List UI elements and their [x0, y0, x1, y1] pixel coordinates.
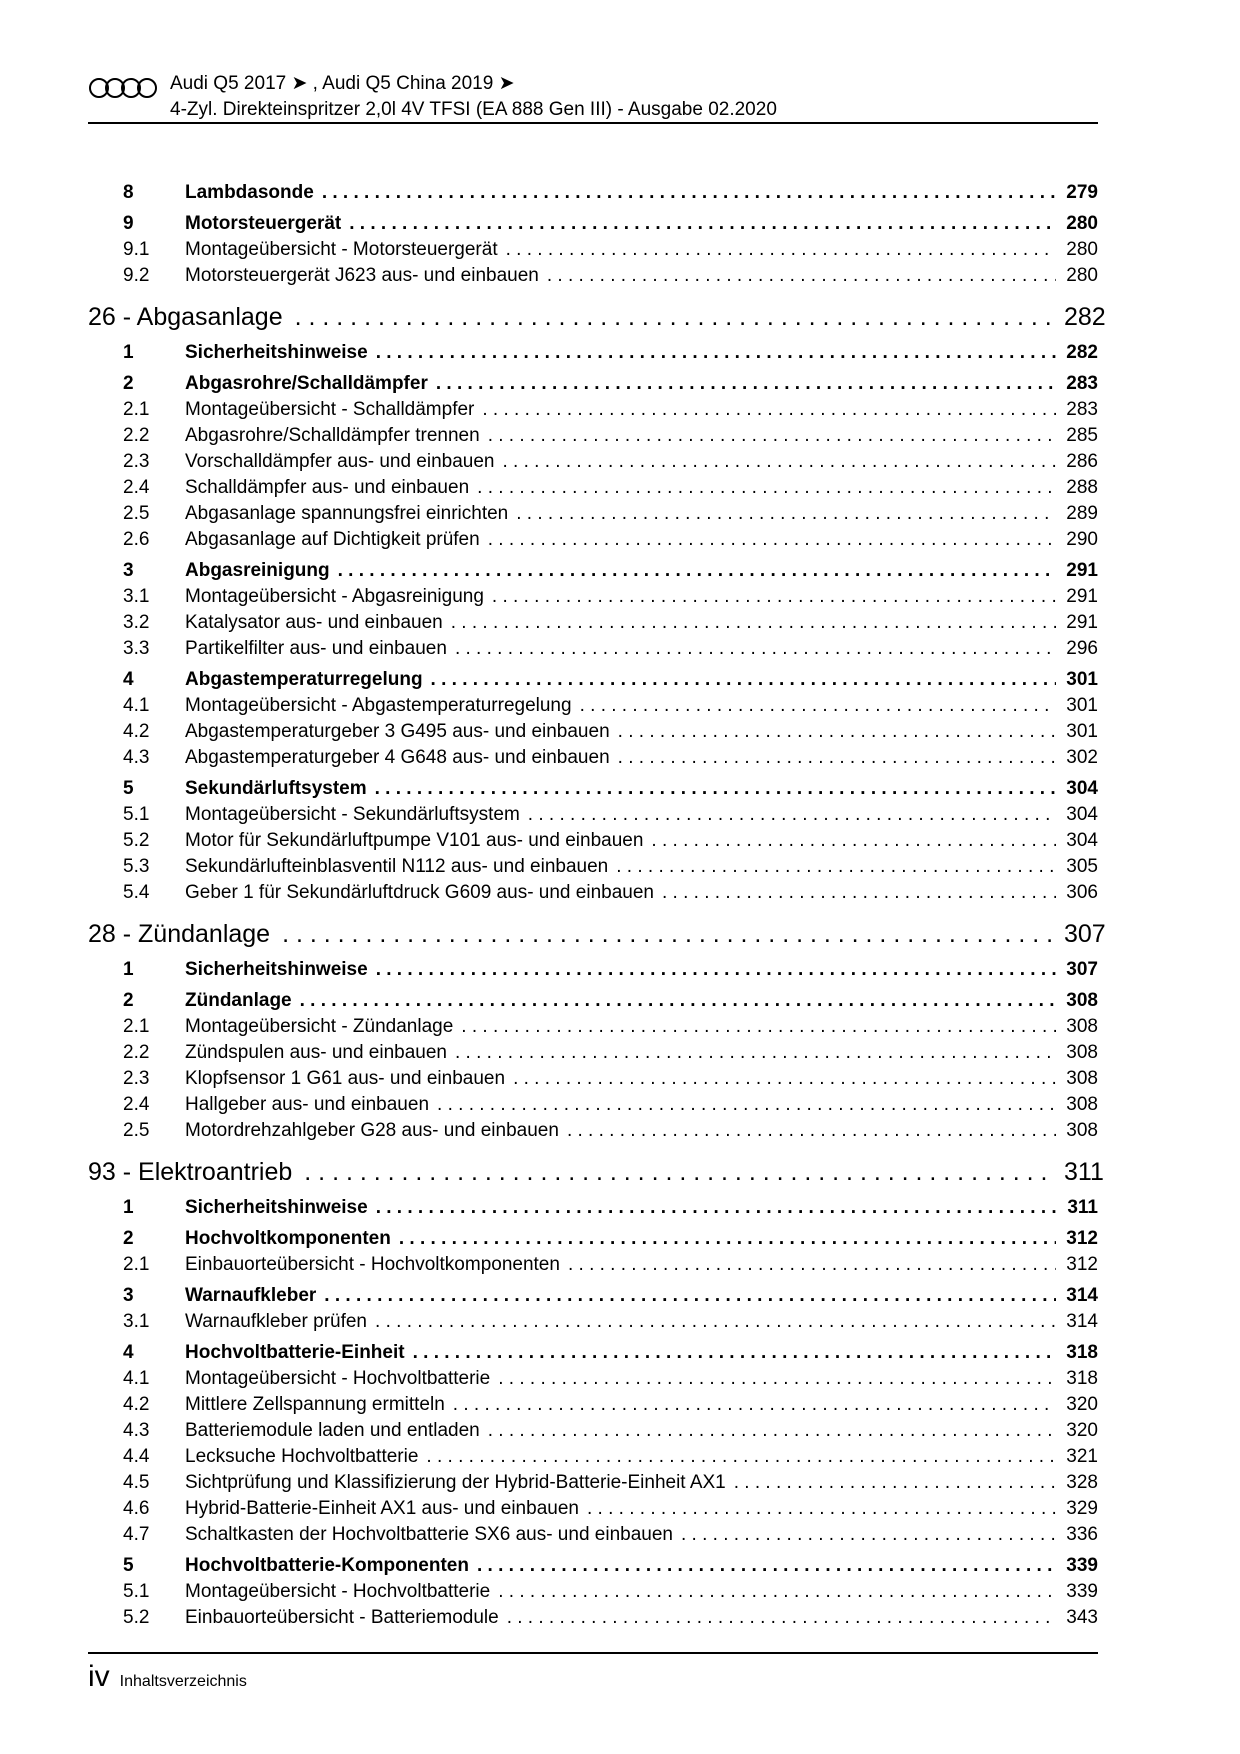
toc-entry-page: 301	[1066, 669, 1098, 690]
dot-leader	[477, 477, 1056, 499]
toc-entry-title: Montageübersicht - Hochvoltbatterie	[185, 1581, 491, 1602]
toc-entry-number: 2.3	[123, 1068, 150, 1089]
toc-entry-number: 2	[123, 1228, 134, 1249]
toc-entry-page: 339	[1066, 1581, 1098, 1602]
toc-entry-title: Zündanlage	[185, 990, 292, 1011]
toc-section[interactable]	[88, 959, 1098, 985]
dot-leader	[304, 1158, 1056, 1187]
page-footer	[88, 1660, 247, 1694]
toc-entry-number: 3	[123, 1285, 134, 1306]
toc-entry-title: Lambdasonde	[185, 182, 314, 203]
toc-entry-number: 4.3	[123, 1420, 150, 1441]
toc-entry-title: Katalysator aus- und einbauen	[185, 612, 443, 633]
toc-entry-title: Vorschalldämpfer aus- und einbauen	[185, 451, 495, 472]
toc-entry-number: 4.6	[123, 1498, 150, 1519]
footer-section-label: Inhaltsverzeichnis	[119, 1673, 247, 1690]
toc-entry-number: 4.4	[123, 1446, 150, 1467]
toc-entry-page: 343	[1066, 1607, 1098, 1628]
toc-entry-number: 2.1	[123, 1254, 150, 1275]
toc-subsection[interactable]	[88, 1120, 1098, 1146]
toc-entry-page: 301	[1066, 721, 1098, 742]
toc-entry-page: 288	[1066, 477, 1098, 498]
toc-entry-page: 311	[1064, 1158, 1104, 1186]
dot-leader	[502, 451, 1056, 473]
header-engine-line: 4-Zyl. Direkteinspritzer 2,0l 4V TFSI (EA 888 Gen III) - Ausgabe 02.2020	[170, 99, 777, 120]
dot-leader	[300, 990, 1056, 1012]
toc-entry-page: 312	[1066, 1254, 1098, 1275]
toc-entry-title: Mittlere Zellspannung ermitteln	[185, 1394, 445, 1415]
footer-divider	[88, 1652, 1098, 1654]
toc-subsection[interactable]	[88, 612, 1098, 638]
dot-leader	[681, 1524, 1056, 1546]
toc-entry-title: Abgasanlage spannungsfrei einrichten	[185, 503, 509, 524]
toc-entry-page: 285	[1066, 425, 1098, 446]
toc-entry-title: Sekundärluftsystem	[185, 778, 367, 799]
toc-entry-page: 308	[1066, 1094, 1098, 1115]
dot-leader	[324, 1285, 1056, 1307]
dot-leader	[492, 586, 1056, 608]
toc-entry-page: 305	[1066, 856, 1098, 877]
toc-entry-title: Einbauorteübersicht - Hochvoltkomponenten	[185, 1254, 560, 1275]
toc-subsection[interactable]	[88, 638, 1098, 664]
toc-entry-title: Montageübersicht - Zündanlage	[185, 1016, 454, 1037]
toc-entry-title: Einbauorteübersicht - Batteriemodule	[185, 1607, 499, 1628]
toc-entry-title: Geber 1 für Sekundärluftdruck G609 aus- und einbauen	[185, 882, 654, 903]
toc-entry-title: Schalldämpfer aus- und einbauen	[185, 477, 470, 498]
toc-entry-page: 308	[1066, 1042, 1098, 1063]
toc-section[interactable]	[88, 342, 1098, 368]
toc-entry-number: 3.1	[123, 1311, 150, 1332]
toc-subsection[interactable]	[88, 747, 1098, 773]
dot-leader	[513, 1068, 1056, 1090]
toc-entry-page: 280	[1066, 265, 1098, 286]
toc-subsection[interactable]	[88, 1420, 1098, 1446]
toc-entry-page: 329	[1066, 1498, 1098, 1519]
toc-entry-title: Motordrehzahlgeber G28 aus- und einbauen	[185, 1120, 559, 1141]
toc-entry-title: Klopfsensor 1 G61 aus- und einbauen	[185, 1068, 506, 1089]
toc-entry-title: 28 - Zündanlage	[88, 920, 271, 948]
toc-entry-title: Zündspulen aus- und einbauen	[185, 1042, 447, 1063]
toc-entry-title: Sicherheitshinweise	[185, 959, 368, 980]
toc-section[interactable]	[88, 669, 1098, 695]
toc-subsection[interactable]	[88, 1311, 1098, 1337]
toc-section[interactable]	[88, 1228, 1098, 1254]
toc-subsection[interactable]	[88, 1446, 1098, 1472]
toc-entry-number: 1	[123, 959, 134, 980]
toc-subsection[interactable]	[88, 695, 1098, 721]
dot-leader	[506, 239, 1056, 261]
toc-entry-number: 1	[123, 342, 134, 363]
toc-entry-title: Abgastemperaturgeber 3 G495 aus- und einbauen	[185, 721, 610, 742]
toc-entry-number: 2.2	[123, 1042, 150, 1063]
toc-entry-page: 279	[1066, 182, 1098, 203]
toc-entry-page: 318	[1066, 1368, 1098, 1389]
toc-chapter[interactable]	[88, 1158, 1104, 1192]
toc-entry-page: 320	[1066, 1420, 1098, 1441]
toc-entry-number: 2.6	[123, 529, 150, 550]
toc-subsection[interactable]	[88, 1094, 1098, 1120]
toc-entry-page: 291	[1066, 612, 1098, 633]
toc-entry-number: 2.2	[123, 425, 150, 446]
toc-entry-page: 311	[1067, 1197, 1098, 1218]
toc-entry-title: Sichtprüfung und Klassifizierung der Hybrid-Batterie-Einheit AX1	[185, 1472, 726, 1493]
toc-entry-page: 312	[1066, 1228, 1098, 1249]
toc-chapter[interactable]	[88, 303, 1106, 337]
dot-leader	[349, 213, 1056, 235]
audi-rings-logo	[88, 76, 158, 100]
dot-leader	[295, 303, 1056, 332]
toc-entry-page: 302	[1066, 747, 1098, 768]
toc-entry-title: Motor für Sekundärluftpumpe V101 aus- und einbauen	[185, 830, 644, 851]
toc-section[interactable]	[88, 213, 1098, 239]
toc-entry-title: Montageübersicht - Motorsteuergerät	[185, 239, 498, 260]
dot-leader	[618, 721, 1056, 743]
toc-entry-number: 4.2	[123, 1394, 150, 1415]
toc-entry-page: 314	[1066, 1311, 1098, 1332]
toc-entry-page: 296	[1066, 638, 1098, 659]
toc-entry-page: 307	[1064, 920, 1106, 948]
toc-entry-title: Abgasrohre/Schalldämpfer	[185, 373, 428, 394]
dot-leader	[507, 1607, 1056, 1629]
toc-entry-title: Batteriemodule laden und entladen	[185, 1420, 480, 1441]
toc-subsection[interactable]	[88, 265, 1098, 291]
dot-leader	[568, 1254, 1056, 1276]
toc-entry-number: 5.2	[123, 1607, 150, 1628]
dot-leader	[734, 1472, 1056, 1494]
toc-section[interactable]	[88, 182, 1098, 208]
toc-entry-title: Montageübersicht - Abgasreinigung	[185, 586, 484, 607]
toc-entry-number: 8	[123, 182, 134, 203]
dot-leader	[455, 638, 1056, 660]
toc-entry-number: 4	[123, 1342, 134, 1363]
toc-entry-title: Lecksuche Hochvoltbatterie	[185, 1446, 419, 1467]
toc-subsection[interactable]	[88, 586, 1098, 612]
toc-entry-number: 2	[123, 990, 134, 1011]
toc-entry-title: Montageübersicht - Schalldämpfer	[185, 399, 475, 420]
dot-leader	[616, 856, 1056, 878]
toc-entry-number: 4.7	[123, 1524, 150, 1545]
dot-leader	[488, 1420, 1056, 1442]
toc-entry-number: 3	[123, 560, 134, 581]
toc-section[interactable]	[88, 1197, 1098, 1223]
toc-entry-title: Motorsteuergerät	[185, 213, 342, 234]
toc-entry-number: 5.4	[123, 882, 150, 903]
toc-entry-page: 282	[1064, 303, 1106, 331]
toc-entry-title: Warnaufkleber	[185, 1285, 317, 1306]
toc-subsection[interactable]	[88, 477, 1098, 503]
toc-entry-title: Abgasrohre/Schalldämpfer trennen	[185, 425, 480, 446]
toc-section[interactable]	[88, 1555, 1098, 1581]
dot-leader	[375, 1311, 1056, 1333]
dot-leader	[426, 1446, 1056, 1468]
dot-leader	[567, 1120, 1056, 1142]
toc-subsection[interactable]	[88, 804, 1098, 830]
toc-entry-number: 5.1	[123, 804, 150, 825]
toc-entry-page: 304	[1066, 830, 1098, 851]
toc-entry-page: 308	[1066, 990, 1098, 1011]
toc-entry-number: 9.2	[123, 265, 150, 286]
toc-entry-page: 291	[1066, 560, 1098, 581]
dot-leader	[413, 1342, 1056, 1364]
toc-entry-title: Sicherheitshinweise	[185, 342, 368, 363]
toc-subsection[interactable]	[88, 451, 1098, 477]
toc-entry-number: 5	[123, 778, 134, 799]
toc-entry-page: 321	[1066, 1446, 1098, 1467]
toc-subsection[interactable]	[88, 399, 1098, 425]
toc-entry-title: Montageübersicht - Sekundärluftsystem	[185, 804, 520, 825]
dot-leader	[375, 778, 1056, 800]
dot-leader	[580, 695, 1056, 717]
toc-entry-number: 4.2	[123, 721, 150, 742]
dot-leader	[461, 1016, 1056, 1038]
toc-entry-page: 308	[1066, 1016, 1098, 1037]
dot-leader	[528, 804, 1056, 826]
toc-subsection[interactable]	[88, 1368, 1098, 1394]
toc-subsection[interactable]	[88, 529, 1098, 555]
dot-leader	[455, 1042, 1056, 1064]
toc-section[interactable]	[88, 990, 1098, 1016]
toc-entry-title: Hochvoltkomponenten	[185, 1228, 391, 1249]
toc-entry-number: 4.1	[123, 695, 150, 716]
toc-entry-page: 280	[1066, 213, 1098, 234]
toc-entry-number: 2.1	[123, 399, 150, 420]
toc-entry-page: 283	[1066, 373, 1098, 394]
toc-entry-title: Sicherheitshinweise	[185, 1197, 368, 1218]
toc-entry-page: 306	[1066, 882, 1098, 903]
toc-entry-number: 9	[123, 213, 134, 234]
toc-subsection[interactable]	[88, 856, 1098, 882]
dot-leader	[376, 959, 1056, 981]
toc-entry-number: 2.4	[123, 1094, 150, 1115]
dot-leader	[488, 425, 1056, 447]
toc-subsection[interactable]	[88, 1472, 1098, 1498]
toc-entry-title: Montageübersicht - Abgastemperaturregelung	[185, 695, 572, 716]
toc-entry-title: 26 - Abgasanlage	[88, 303, 283, 331]
dot-leader	[322, 182, 1056, 204]
toc-subsection[interactable]	[88, 503, 1098, 529]
toc-entry-page: 304	[1066, 778, 1098, 799]
toc-section[interactable]	[88, 1285, 1098, 1311]
toc-entry-number: 1	[123, 1197, 134, 1218]
dot-leader	[482, 399, 1056, 421]
toc-entry-title: Hochvoltbatterie-Einheit	[185, 1342, 405, 1363]
toc-entry-title: Abgastemperaturregelung	[185, 669, 423, 690]
toc-entry-number: 2.5	[123, 1120, 150, 1141]
toc-subsection[interactable]	[88, 1581, 1098, 1607]
toc-entry-page: 336	[1066, 1524, 1098, 1545]
toc-entry-number: 3.1	[123, 586, 150, 607]
toc-entry-page: 339	[1066, 1555, 1098, 1576]
toc-entry-title: Partikelfilter aus- und einbauen	[185, 638, 447, 659]
dot-leader	[587, 1498, 1056, 1520]
toc-section[interactable]	[88, 1342, 1098, 1368]
toc-subsection[interactable]	[88, 1524, 1098, 1550]
toc-chapter[interactable]	[88, 920, 1106, 954]
toc-entry-title: Abgasanlage auf Dichtigkeit prüfen	[185, 529, 480, 550]
dot-leader	[477, 1555, 1056, 1577]
dot-leader	[488, 529, 1056, 551]
toc-entry-number: 2.1	[123, 1016, 150, 1037]
dot-leader	[662, 882, 1056, 904]
toc-entry-page: 328	[1066, 1472, 1098, 1493]
toc-subsection[interactable]	[88, 1498, 1098, 1524]
toc-section[interactable]	[88, 778, 1098, 804]
toc-entry-number: 5.2	[123, 830, 150, 851]
toc-entry-title: Hybrid-Batterie-Einheit AX1 aus- und einbauen	[185, 1498, 579, 1519]
footer-page-number: iv	[88, 1660, 110, 1693]
toc-entry-title: Hallgeber aus- und einbauen	[185, 1094, 430, 1115]
toc-section[interactable]	[88, 560, 1098, 586]
toc-entry-page: 308	[1066, 1068, 1098, 1089]
toc-entry-number: 2.3	[123, 451, 150, 472]
toc-entry-number: 4	[123, 669, 134, 690]
dot-leader	[547, 265, 1056, 287]
toc-entry-page: 307	[1066, 959, 1098, 980]
toc-entry-page: 290	[1066, 529, 1098, 550]
toc-entry-page: 301	[1066, 695, 1098, 716]
dot-leader	[376, 1197, 1056, 1219]
dot-leader	[431, 669, 1056, 691]
toc-section[interactable]	[88, 373, 1098, 399]
toc-entry-title: Schaltkasten der Hochvoltbatterie SX6 aus- und einbauen	[185, 1524, 673, 1545]
dot-leader	[282, 920, 1056, 949]
toc-subsection[interactable]	[88, 1607, 1098, 1633]
toc-subsection[interactable]	[88, 1254, 1098, 1280]
dot-leader	[516, 503, 1056, 525]
toc-subsection[interactable]	[88, 1016, 1098, 1042]
toc-entry-page: 291	[1066, 586, 1098, 607]
dot-leader	[437, 1094, 1056, 1116]
toc-subsection[interactable]	[88, 239, 1098, 265]
toc-subsection[interactable]	[88, 1042, 1098, 1068]
toc-entry-title: Abgasreinigung	[185, 560, 330, 581]
header-divider	[88, 122, 1098, 124]
toc-entry-page: 318	[1066, 1342, 1098, 1363]
toc-entry-title: Abgastemperaturgeber 4 G648 aus- und einbauen	[185, 747, 610, 768]
dot-leader	[451, 612, 1056, 634]
toc-entry-page: 280	[1066, 239, 1098, 260]
toc-entry-number: 5.1	[123, 1581, 150, 1602]
toc-entry-page: 314	[1066, 1285, 1098, 1306]
toc-entry-title: Warnaufkleber prüfen	[185, 1311, 368, 1332]
toc-entry-number: 2.5	[123, 503, 150, 524]
dot-leader	[453, 1394, 1056, 1416]
header-model-line: Audi Q5 2017 ➤ , Audi Q5 China 2019 ➤	[170, 73, 515, 94]
toc-entry-page: 286	[1066, 451, 1098, 472]
toc-entry-number: 5	[123, 1555, 134, 1576]
dot-leader	[498, 1368, 1056, 1390]
toc-entry-number: 2.4	[123, 477, 150, 498]
toc-subsection[interactable]	[88, 1068, 1098, 1094]
toc-entry-title: Sekundärlufteinblasventil N112 aus- und einbauen	[185, 856, 609, 877]
toc-entry-page: 320	[1066, 1394, 1098, 1415]
toc-entry-page: 308	[1066, 1120, 1098, 1141]
dot-leader	[498, 1581, 1056, 1603]
toc-subsection[interactable]	[88, 721, 1098, 747]
toc-entry-title: 93 - Elektroantrieb	[88, 1158, 293, 1186]
dot-leader	[376, 342, 1056, 364]
toc-entry-number: 4.5	[123, 1472, 150, 1493]
toc-entry-number: 2	[123, 373, 134, 394]
toc-entry-title: Hochvoltbatterie-Komponenten	[185, 1555, 469, 1576]
dot-leader	[651, 830, 1056, 852]
toc-entry-number: 3.3	[123, 638, 150, 659]
toc-entry-number: 4.1	[123, 1368, 150, 1389]
toc-entry-number: 9.1	[123, 239, 150, 260]
dot-leader	[618, 747, 1056, 769]
toc-subsection[interactable]	[88, 425, 1098, 451]
dot-leader	[338, 560, 1056, 582]
toc-subsection[interactable]	[88, 830, 1098, 856]
toc-entry-page: 282	[1066, 342, 1098, 363]
toc-entry-page: 283	[1066, 399, 1098, 420]
toc-entry-title: Motorsteuergerät J623 aus- und einbauen	[185, 265, 539, 286]
toc-entry-page: 289	[1066, 503, 1098, 524]
toc-subsection[interactable]	[88, 882, 1098, 908]
toc-entry-number: 3.2	[123, 612, 150, 633]
toc-entry-page: 304	[1066, 804, 1098, 825]
toc-entry-number: 5.3	[123, 856, 150, 877]
dot-leader	[436, 373, 1056, 395]
table-of-contents	[88, 182, 1106, 1633]
toc-entry-title: Montageübersicht - Hochvoltbatterie	[185, 1368, 491, 1389]
toc-subsection[interactable]	[88, 1394, 1098, 1420]
dot-leader	[399, 1228, 1056, 1250]
toc-entry-number: 4.3	[123, 747, 150, 768]
